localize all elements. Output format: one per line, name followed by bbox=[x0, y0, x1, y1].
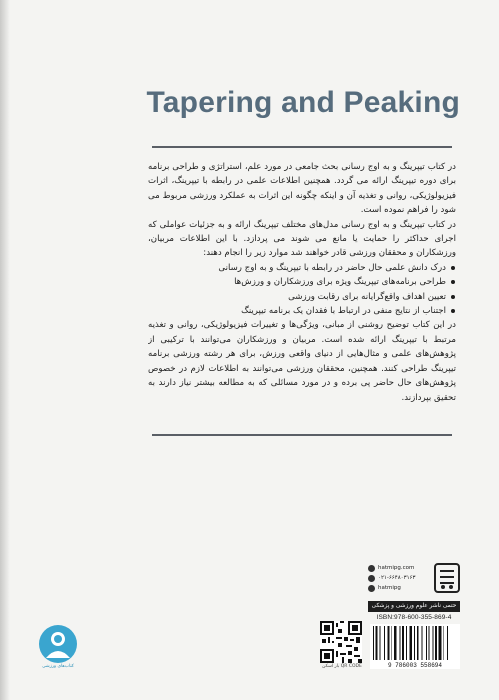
back-cover-blurb bbox=[148, 160, 456, 430]
website-text: hatmipg.com bbox=[378, 565, 415, 571]
barcode-icon bbox=[370, 624, 460, 662]
instagram-icon bbox=[368, 585, 375, 592]
hatmi-logo-icon bbox=[434, 563, 460, 593]
bullet-item: طراحی برنامه‌های تیپرینگ ویژه برای ورزشکاران و ورزش‌ها bbox=[148, 275, 446, 289]
paragraph-1: در کتاب تیپرینگ و به اوج رسانی بحث جامعی در مورد علم، استراتژی و طراحی برنامه برای دوره تیپرینگ ارائه می گردد. همچنین اطلاعات علمی در رابطه با تیپرینگ، اثرات فیزیولوژیکی، روانی و تغذیه آن و اینکه چگونه این اثرات به عملکرد ورزشی مربوط می شود را فراهم نموده است. bbox=[148, 162, 456, 216]
imprint-logo-icon bbox=[38, 624, 78, 664]
barcode-digits: 9 786003 558694 bbox=[370, 662, 460, 669]
bullet-item: درک دانش علمی حال حاضر در رابطه با تیپرینگ و به اوج رسانی bbox=[148, 261, 446, 275]
publisher-name-bar: حتمی ناشر علوم ورزشی و پزشکی bbox=[368, 601, 460, 612]
book-title: Tapering and Peaking bbox=[146, 86, 460, 119]
globe-icon bbox=[368, 565, 375, 572]
bullet-item: اجتناب از نتایج منفی در ارتباط با فقدان یک برنامه تیپرینگ bbox=[148, 304, 446, 318]
bottom-divider bbox=[152, 434, 452, 436]
paragraph-2: در کتاب تیپرینگ و به اوج رسانی مدل‌های مختلف تیپرینگ ارائه و به جزئیات عواملی که اجرای حداکثر را حمایت یا مانع می شوند می پردازد. با این اطلاعات مربیان، ورزشکاران و محققان ورزشی قادر خواهند شد موارد زیر را انجام دهند: bbox=[148, 219, 456, 259]
qr-code-icon[interactable] bbox=[320, 621, 362, 663]
phone-text: ۰۲۱-۶۶۴۸۰۳۱۶۳ bbox=[378, 575, 416, 581]
social-text: hatmipg bbox=[378, 585, 401, 591]
bullet-item: تعیین اهداف واقع‌گرایانه برای رقابت ورزشی bbox=[148, 290, 446, 304]
imprint-label: کتاب‌های ورزشی bbox=[42, 664, 74, 669]
top-divider bbox=[152, 146, 452, 148]
qr-caption: QR CODE بار اسکن bbox=[322, 664, 362, 669]
closing-paragraph: در این کتاب توضیح روشنی از مبانی، ویژگی‌ها و تغییرات فیزیولوژیکی، روانی و تغذیه مرتبط با تیپرینگ ارائه شده است. مربیان و ورزشکاران می‌توانند با ترکیبی از پژوهش‌های علمی و مثال‌هایی از دنیای واقعی ورزش، برای هر رشته ورزشی برنامه تیپرینگ طراحی کنند. همچنین، محققان ورزشی می‌توانند به اطلاعات لازم در خصوص پژوهش‌های حال حاضر پی برده و در مورد مسائلی که به مطالعه بیشتر نیاز دارند به تحقیق بپردازند. bbox=[148, 320, 456, 403]
isbn: ISBN:978-600-355-869-4 bbox=[376, 614, 452, 621]
phone-icon bbox=[368, 575, 375, 582]
bullet-list bbox=[148, 261, 456, 319]
spine-shadow bbox=[0, 0, 10, 700]
